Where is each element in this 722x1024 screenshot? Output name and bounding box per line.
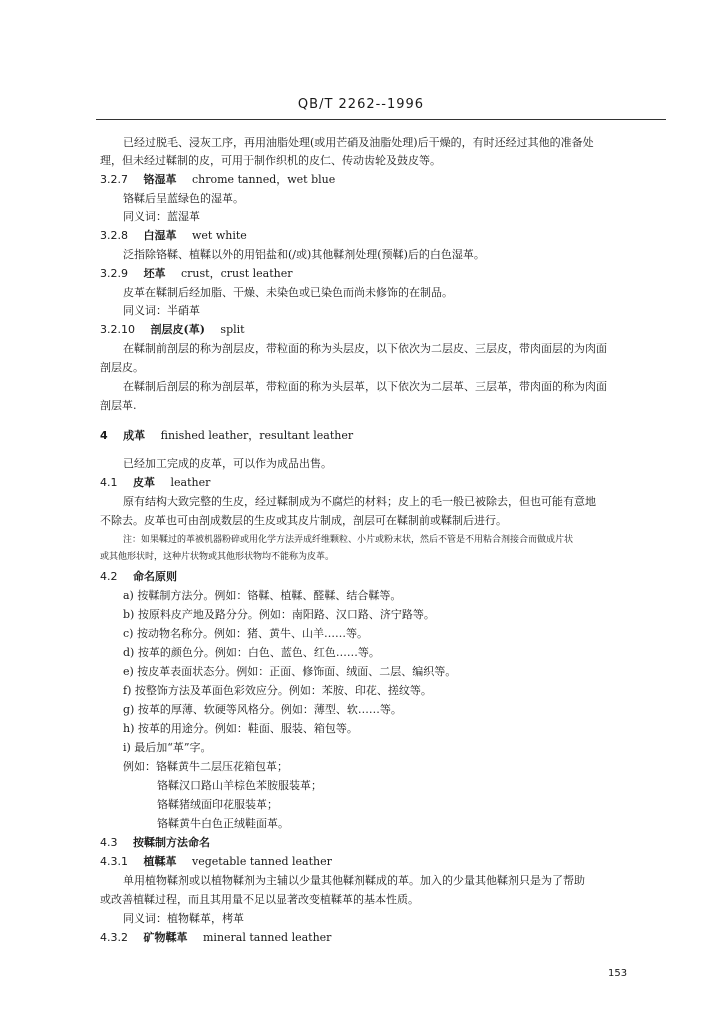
note-text: 注：如果鞣过的革被机器粉碎或用化学方法弄成纤维颗粒、小片或粉末状，然后不管是不用粘合剂接合而做成片状 [123,535,574,545]
synonym-text: 同义词：半硝革 [123,304,200,317]
synonym-text: 同义词：蓝湿革 [123,210,200,223]
section-number: 3.2.9 [100,267,128,280]
list-item: d) 按革的颜色分。例如：白色、蓝色、红色……等。 [123,646,380,659]
term-chinese: 按鞣制方法命名 [133,836,210,849]
list-item: c) 按动物名称分。例如：猪、黄牛、山羊……等。 [123,627,368,640]
definition-text: 在鞣制前剖层的称为剖层皮，带粒面的称为头层皮，以下依次为二层皮、三层皮，带肉面层的为肉面 [123,342,607,355]
definition-text: 在鞣制后剖层的称为剖层革，带粒面的称为头层革，以下依次为二层革、三层革，带肉面的称为肉面 [123,380,607,393]
list-item: g) 按革的厚薄、软硬等风格分。例如：薄型、软……等。 [123,703,402,716]
section-number: 4 [100,429,108,442]
term-chinese: 坯革 [143,267,166,280]
section-number: 4.3.2 [100,931,128,944]
term-english: mineral tanned leather [203,931,332,944]
definition-text: 原有结构大致完整的生皮，经过鞣制成为不腐烂的材料；皮上的毛一般已被除去，但也可能有意地 [123,495,596,508]
section-heading-4-1 [100,476,210,490]
list-item: b) 按原料皮产地及路分分。例如：南阳路、汉口路、济宁路等。 [123,608,435,621]
section-heading-4-3-2 [100,931,331,945]
section-number: 4.1 [100,476,118,489]
section-heading-3-2-10 [100,323,245,337]
section-heading-3-2-7 [100,173,335,187]
section-heading-3-2-9 [100,267,293,281]
term-chinese: 命名原则 [133,570,177,583]
definition-text: 或改善植鞣过程，而且其用量不足以显著改变植鞣革的基本性质。 [100,893,419,906]
section-number: 3.2.7 [100,173,128,186]
list-item: f) 按整饰方法及革面色彩效应分。例如：苯胺、印花、搓纹等。 [123,684,432,697]
list-item: i) 最后加“革”字。 [123,741,212,754]
example-item: 铬鞣汉口路山羊棕色苯胺服装革； [157,779,322,792]
definition-text: 不除去。皮革也可由剖成数层的生皮或其皮片制成，剖层可在鞣制前或鞣制后进行。 [100,514,507,527]
list-item: h) 按革的用途分。例如：鞋面、服装、箱包等。 [123,722,358,735]
example-label: 例如：铬鞣黄牛二层压花箱包革； [123,760,288,773]
header-rule [96,119,666,120]
section-number: 4.2 [100,570,118,583]
term-chinese: 矿物鞣革 [143,931,188,944]
definition-text: 剖层革. [100,399,137,412]
list-item: a) 按鞣制方法分。例如：铬鞣、植鞣、醛鞣、结合鞣等。 [123,589,402,602]
term-chinese: 铬湿革 [143,173,177,186]
section-heading-4-3 [100,836,210,850]
term-english: chrome tanned，wet blue [192,173,336,186]
list-item: e) 按皮革表面状态分。例如：正面、修饰面、绒面、二层、编织等。 [123,665,457,678]
term-english: leather [170,476,211,489]
note-text: 或其他形状时，这种片状物或其他形状物均不能称为皮革。 [100,552,335,562]
section-heading-4 [100,429,353,443]
definition-text: 皮革在鞣制后经加脂、干燥、未染色或已染色而尚未修饰的在制品。 [123,286,453,299]
standard-code-header: QB/T 2262--1996 [297,97,425,112]
synonym-text: 同义词：植物鞣革，栲革 [123,912,244,925]
section-heading-4-3-1 [100,855,332,869]
definition-text: 单用植物鞣剂或以植物鞣剂为主辅以少量其他鞣剂鞣成的革。加入的少量其他鞣剂只是为了帮助 [123,874,585,887]
term-english: crust，crust leather [181,267,293,280]
term-chinese: 白湿革 [143,229,177,242]
definition-text: 已经加工完成的皮革，可以作为成品出售。 [123,457,332,470]
definition-text: 剖层皮。 [100,361,144,374]
definition-text: 泛指除铬鞣、植鞣以外的用铝盐和(/或)其他鞣剂处理(预鞣)后的白色湿革。 [123,248,485,261]
term-english: finished leather，resultant leather [160,429,354,442]
definition-text: 铬鞣后呈蓝绿色的湿革。 [123,192,244,205]
term-english: vegetable tanned leather [192,855,332,868]
section-number: 4.3 [100,836,118,849]
example-item: 铬鞣猪绒面印花服装革； [157,798,278,811]
term-english: split [220,323,245,336]
paragraph-line: 已经过脱毛、浸灰工序，再用油脂处理(或用芒硝及油脂处理)后干燥的，有时还经过其他的准备处 [123,136,594,149]
section-heading-4-2 [100,570,177,584]
section-heading-3-2-8 [100,229,247,243]
paragraph-line: 理，但未经过鞣制的皮，可用于制作织机的皮仁、传动齿轮及鼓皮等。 [100,154,441,167]
term-chinese: 植鞣革 [143,855,177,868]
term-chinese: 成革 [123,429,146,442]
section-number: 3.2.10 [100,323,135,336]
term-chinese: 皮革 [133,476,155,489]
section-number: 3.2.8 [100,229,128,242]
example-item: 铬鞣黄牛白色正绒鞋面革。 [157,817,289,830]
section-number: 4.3.1 [100,855,128,868]
term-english: wet white [192,229,247,242]
term-chinese: 剖层皮(革) [150,323,205,336]
page-number: 153 [608,968,628,979]
